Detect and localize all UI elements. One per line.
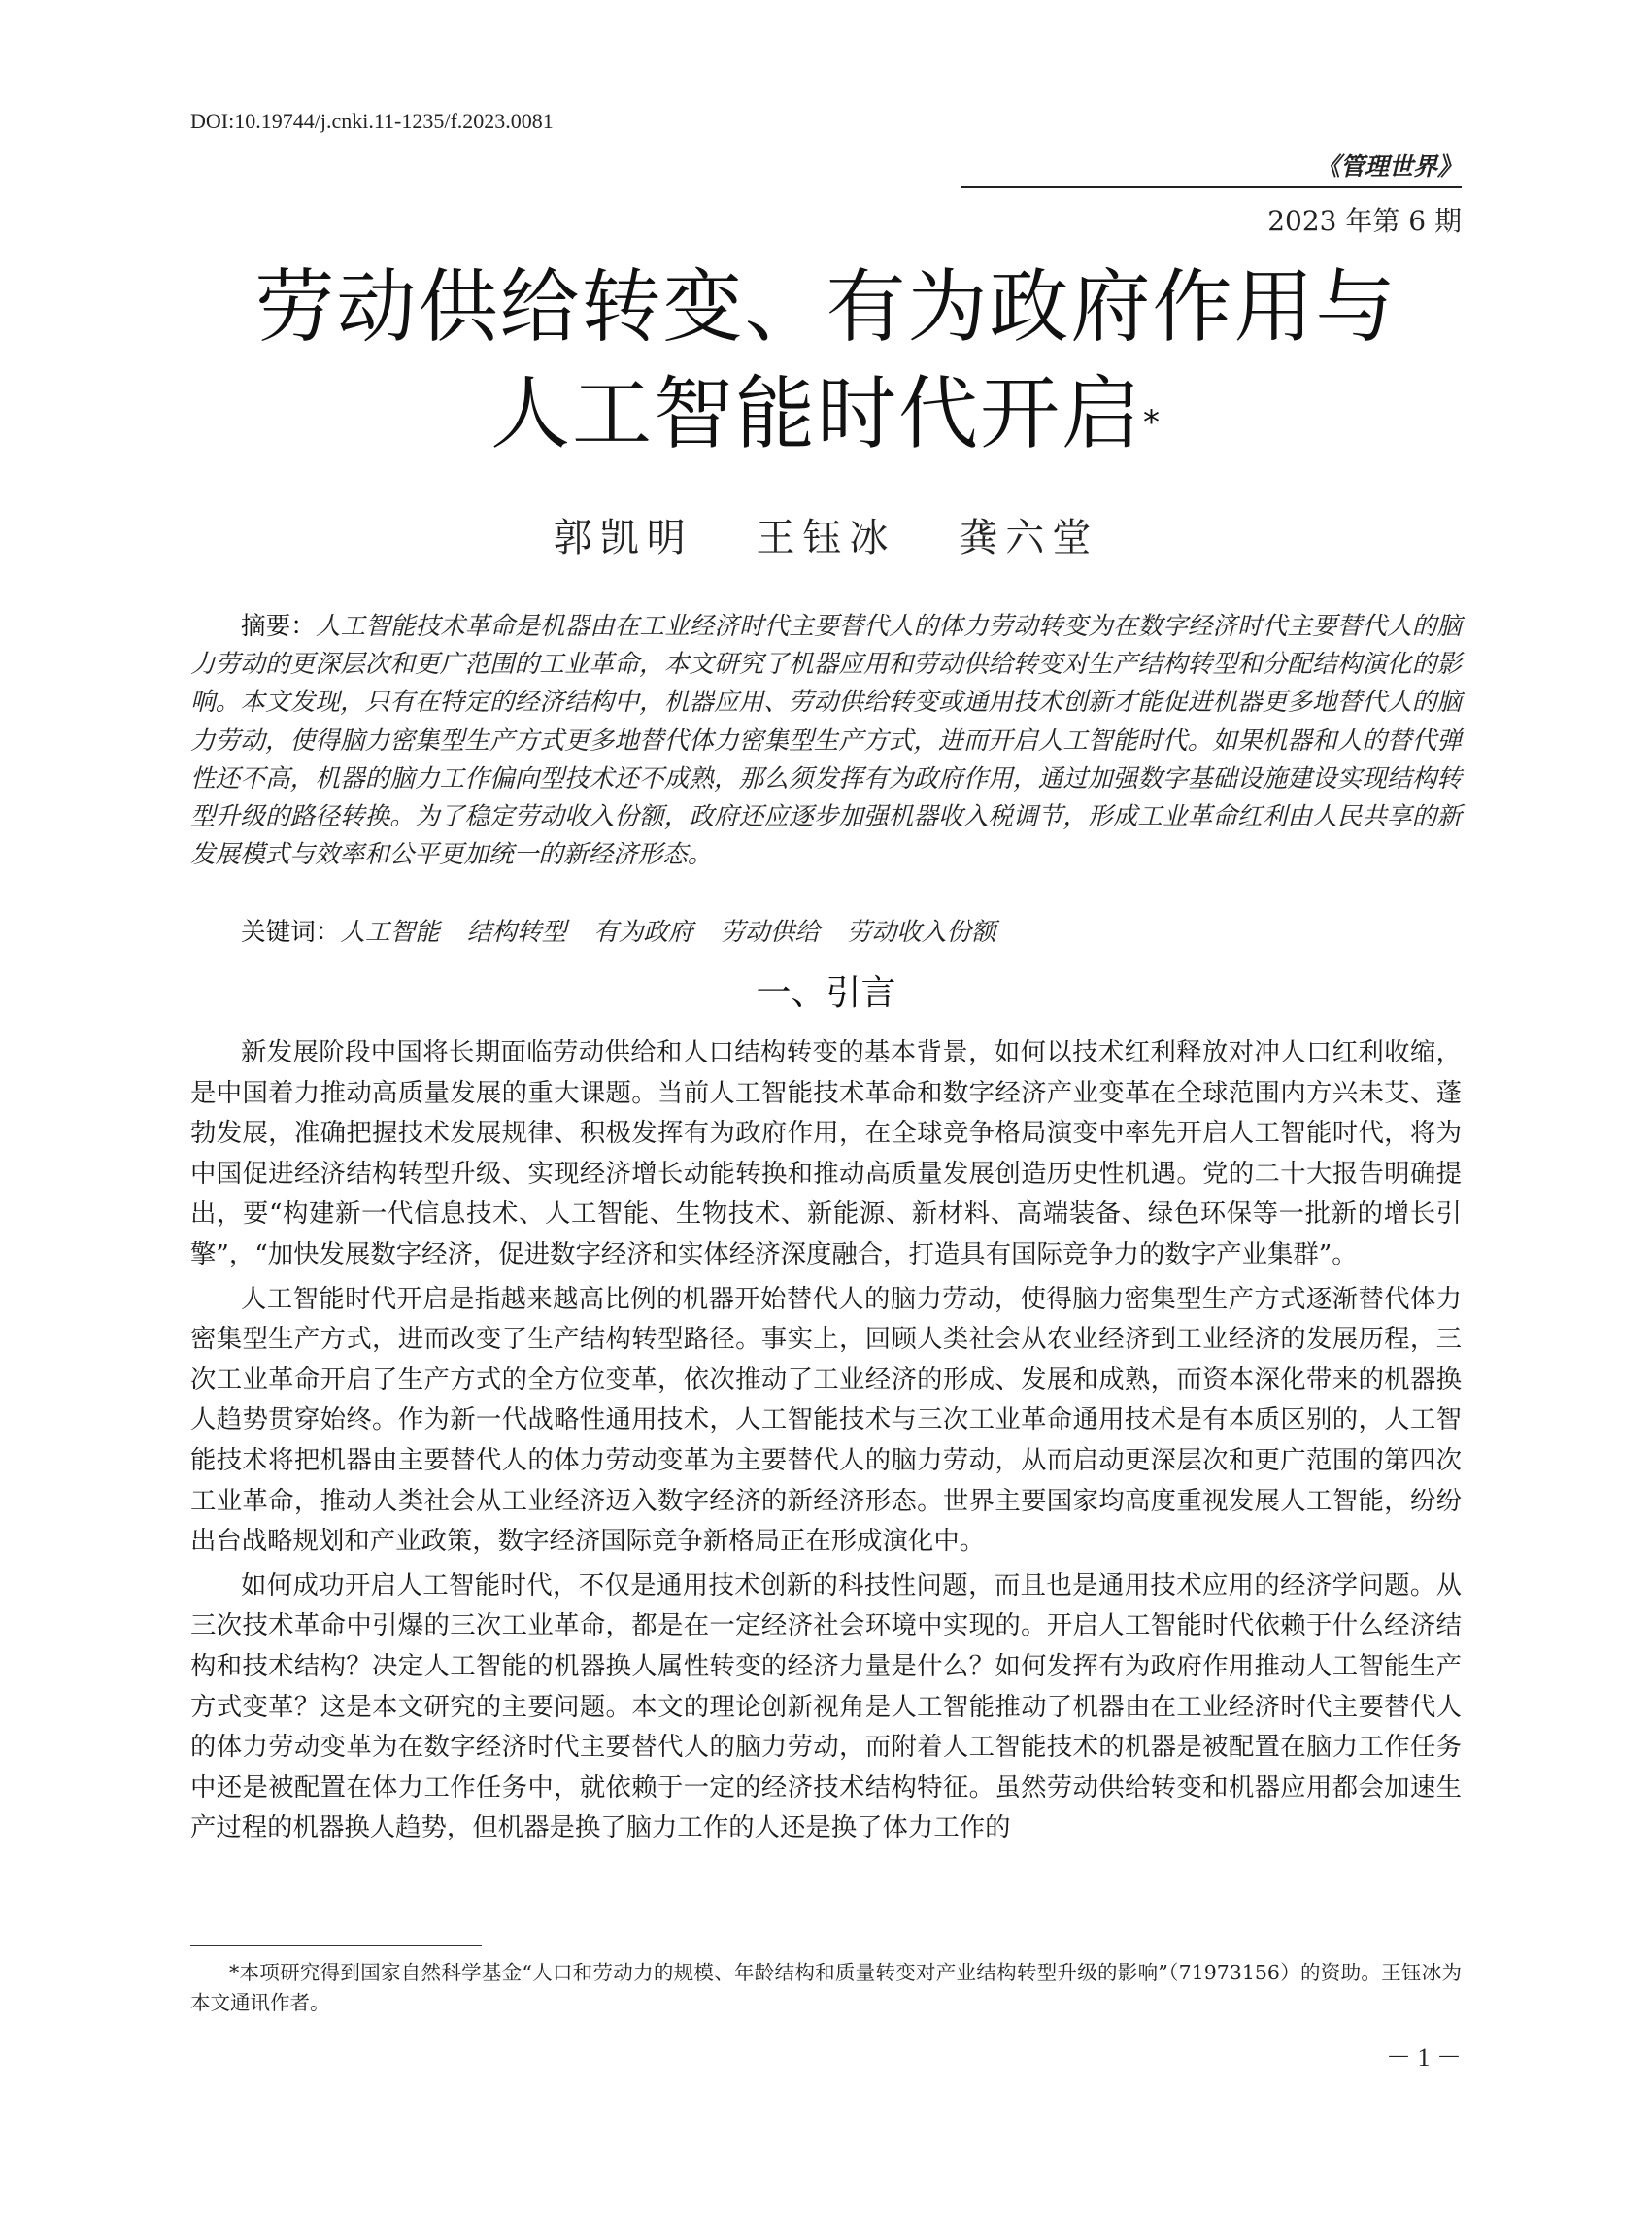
footnote: *本项研究得到国家自然科学基金“人口和劳动力的规模、年龄结构和质量转变对产业结构转型升级的影响”（71973156）的资助。王钰冰为本文通讯作者。 [190,1961,1462,2014]
body-paragraph-3: 如何成功开启人工智能时代，不仅是通用技术创新的科技性问题，而且也是通用技术应用的经济学问题。从三次技术革命中引爆的三次工业革命，都是在一定经济社会环境中实现的。开启人工智能时代依赖于什么经济结构和技术结构？决定人工智能的机器换人属性转变的经济力量是什么？如何发挥有为政府作用推动人工智能生产方式变革？这是本文研究的主要问题。本文的理论创新视角是人工智能推动了机器由在工业经济时代主要替代人的体力劳动变革为在数字经济时代主要替代人的脑力劳动，而附着人工智能技术的机器是被配置在脑力工作任务中还是被配置在体力工作任务中，就依赖于一定的经济技术结构特征。虽然劳动供给转变和机器应用都会加速生产过程的机器换人趋势，但机器是换了脑力工作的人还是换了体力工作的 [190,1569,1462,1843]
footnote-rule [190,1945,482,1946]
keyword-1: 人工智能 [340,918,440,947]
page-number: － 1 － [1385,2043,1462,2072]
keyword-4: 劳动供给 [720,918,820,947]
title-line-1: 劳动供给转变、有为政府作用与 [254,261,1398,354]
title-line-2-text: 人工智能时代开启 [489,368,1143,460]
journal-name: 《管理世界》 [1315,152,1462,181]
author-3: 龚六堂 [959,516,1099,560]
abstract-text: 人工智能技术革命是机器由在工业经济时代主要替代人的体力劳动转变为在数字经济时代主要替代人的脑力劳动的更深层次和更广范围的工业革命，本文研究了机器应用和劳动供给转变对生产结构转型和分配结构演化的影响。本文发现，只有在特定的经济结构中，机器应用、劳动供给转变或通用技术创新才能促进机器更多地替代人的脑力劳动，使得脑力密集型生产方式更多地替代体力密集型生产方式，进而开启人工智能时代。如果机器和人的替代弹性还不高，机器的脑力工作偏向型技术还不成熟，那么须发挥有为政府作用，通过加强数字基础设施建设实现结构转型升级的路径转换。为了稳定劳动收入份额，政府还应逐步加强机器收入税调节，形成工业革命红利由人民共享的新发展模式与效率和公平更加统一的新经济形态。 [190,612,1462,870]
keyword-2: 结构转型 [466,918,567,947]
body-text [190,1032,1462,1848]
abstract-label: 摘要： [241,612,316,641]
paper-title [0,254,1652,468]
section-heading: 一、引言 [756,973,896,1013]
keyword-3: 有为政府 [593,918,693,947]
title-line-2 [0,361,1652,468]
author-2: 王钰冰 [756,516,896,560]
body-paragraph-1: 新发展阶段中国将长期面临劳动供给和人口结构转变的基本背景，如何以技术红利释放对冲人口红利收缩，是中国着力推动高质量发展的重大课题。当前人工智能技术革命和数字经济产业变革在全球范围内方兴未艾、蓬勃发展，准确把握技术发展规律、积极发挥有为政府作用，在全球竞争格局演变中率先开启人工智能时代，将为中国促进经济结构转型升级、实现经济增长动能转换和推动高质量发展创造历史性机遇。党的二十大报告明确提出，要“构建新一代信息技术、人工智能、生物技术、新能源、新材料、高端装备、绿色环保等一批新的增长引擎”，“加快发展数字经济，促进数字经济和实体经济深度融合，打造具有国际竞争力的数字产业集群”。 [190,1037,1462,1269]
doi-line: DOI:10.19744/j.cnki.11-1235/f.2023.0081 [190,109,554,133]
authors [0,507,1652,562]
issue-label: 2023 年第 6 期 [1267,205,1462,237]
title-footnote-mark: * [1143,403,1162,442]
keywords-label: 关键词： [241,918,341,947]
journal-rule [961,186,1462,188]
author-1: 郭凯明 [553,516,693,560]
abstract [190,608,1462,874]
keywords [190,913,1462,952]
body-paragraph-2: 人工智能时代开启是指越来越高比例的机器开始替代人的脑力劳动，使得脑力密集型生产方式逐渐替代体力密集型生产方式，进而改变了生产结构转型路径。事实上，回顾人类社会从农业经济到工业经济的发展历程，三次工业革命开启了生产方式的全方位变革，依次推动了工业经济的形成、发展和成熟，而资本深化带来的机器换人趋势贯穿始终。作为新一代战略性通用技术，人工智能技术与三次工业革命通用技术是有本质区别的，人工智能技术将把机器由主要替代人的体力劳动变革为主要替代人的脑力劳动，从而启动更深层次和更广范围的第四次工业革命，推动人类社会从工业经济迈入数字经济的新经济形态。世界主要国家均高度重视发展人工智能，纷纷出台战略规划和产业政策，数字经济国际竞争新格局正在形成演化中。 [190,1283,1462,1557]
keyword-5: 劳动收入份额 [846,918,996,947]
